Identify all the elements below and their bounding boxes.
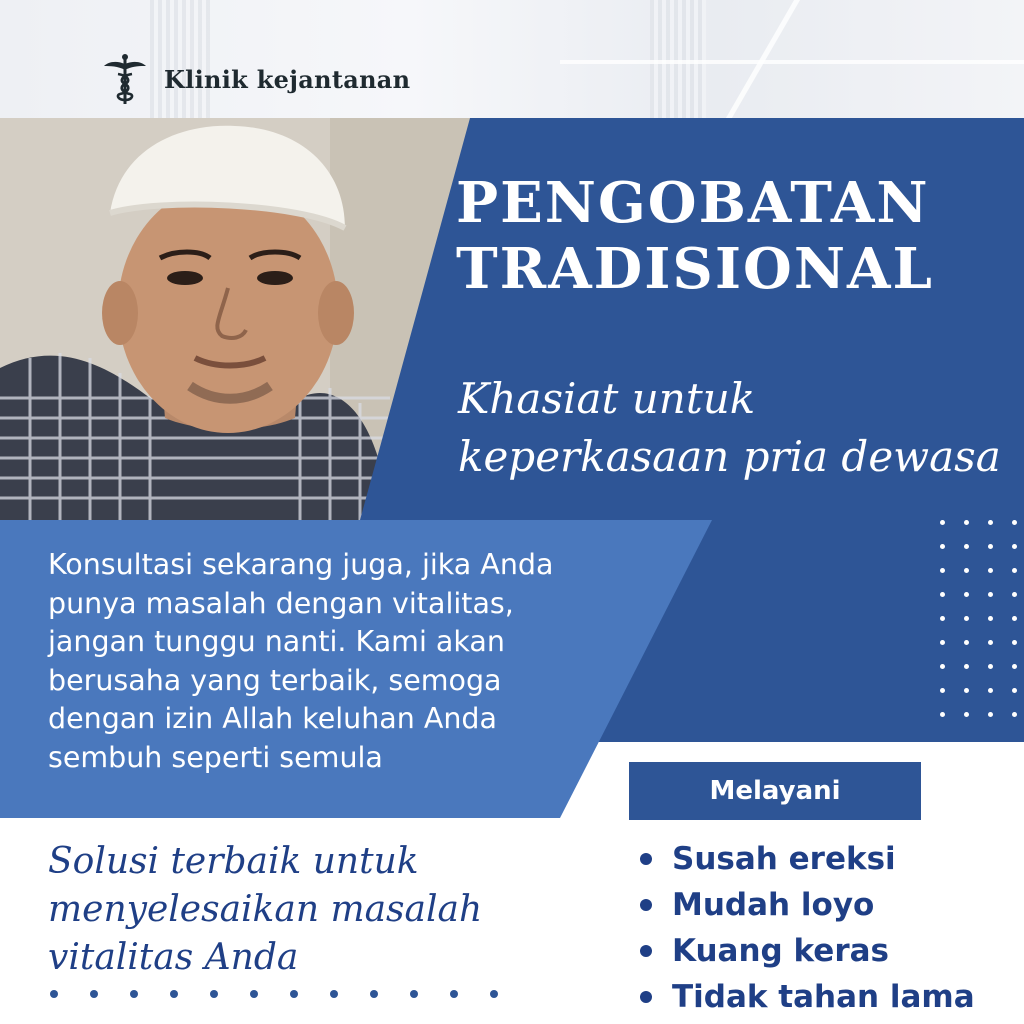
service-item	[636, 882, 1016, 928]
consultation-line: berusaha yang terbaik, semoga	[48, 663, 502, 697]
service-label: Susah ereksi	[672, 841, 896, 877]
service-label: Mudah loyo	[672, 887, 875, 923]
consultation-text	[48, 546, 668, 777]
dot-decoration	[410, 990, 418, 998]
dot-decoration	[988, 568, 993, 573]
dot-decoration	[964, 592, 969, 597]
dot-decoration	[988, 640, 993, 645]
dot-decoration	[1012, 568, 1017, 573]
dot-decoration	[330, 990, 338, 998]
consultation-line: punya masalah dengan vitalitas,	[48, 586, 514, 620]
dot-decoration	[250, 990, 258, 998]
service-item	[636, 836, 1016, 882]
dot-decoration	[490, 990, 498, 998]
dot-decoration	[1012, 640, 1017, 645]
ceiling-beam	[726, 0, 800, 118]
bullet-icon	[640, 991, 652, 1003]
service-label: Kuang keras	[672, 933, 889, 969]
dot-pattern-decoration	[940, 520, 1024, 730]
dot-decoration	[940, 520, 945, 525]
bullet-icon	[640, 945, 652, 957]
solution-text	[48, 838, 568, 982]
dot-decoration	[1012, 688, 1017, 693]
dot-decoration	[290, 990, 298, 998]
dot-decoration	[370, 990, 378, 998]
bullet-icon	[640, 899, 652, 911]
services-list	[636, 836, 1016, 1020]
dot-decoration	[940, 568, 945, 573]
dot-decoration	[1012, 616, 1017, 621]
consultation-line: sembuh seperti semula	[48, 740, 383, 774]
solution-line: menyelesaikan masalah	[48, 889, 483, 930]
dot-decoration	[940, 688, 945, 693]
dot-decoration	[1012, 712, 1017, 717]
dot-decoration	[964, 616, 969, 621]
dot-decoration	[988, 592, 993, 597]
dot-decoration	[940, 664, 945, 669]
dot-decoration	[170, 990, 178, 998]
dot-decoration	[964, 712, 969, 717]
dot-decoration	[988, 520, 993, 525]
dot-decoration	[988, 616, 993, 621]
dot-decoration	[964, 568, 969, 573]
service-item	[636, 928, 1016, 974]
solution-line: Solusi terbaik untuk	[48, 841, 419, 882]
dot-decoration	[940, 640, 945, 645]
tagline-line: Khasiat untuk	[458, 374, 756, 423]
consultation-line: dengan izin Allah keluhan Anda	[48, 702, 497, 735]
dot-decoration	[1012, 520, 1017, 525]
dot-decoration	[964, 544, 969, 549]
tagline	[458, 370, 1018, 486]
dot-decoration	[964, 664, 969, 669]
brand-name: Klinik kejantanan	[164, 64, 411, 94]
solution-line: vitalitas Anda	[48, 937, 299, 978]
dot-decoration	[988, 544, 993, 549]
dotted-line-decoration	[50, 990, 530, 1002]
service-item	[636, 974, 1016, 1020]
bullet-icon	[640, 853, 652, 865]
brand-logo	[102, 52, 410, 106]
dot-decoration	[90, 990, 98, 998]
dot-decoration	[50, 990, 58, 998]
dot-decoration	[964, 520, 969, 525]
headline-line: TRADISIONAL	[456, 236, 934, 302]
curtain-decoration	[650, 0, 706, 118]
service-label: Tidak tahan lama	[672, 979, 975, 1015]
headline-line: PENGOBATAN	[456, 170, 930, 236]
consultation-line: jangan tunggu nanti. Kami akan	[48, 625, 505, 658]
dot-decoration	[1012, 592, 1017, 597]
ceiling-beam	[560, 60, 1024, 64]
dot-decoration	[940, 544, 945, 549]
dot-decoration	[1012, 664, 1017, 669]
dot-decoration	[964, 640, 969, 645]
consultation-line: Konsultasi sekarang juga, jika Anda	[48, 548, 554, 581]
dot-decoration	[940, 616, 945, 621]
dot-decoration	[450, 990, 458, 998]
headline	[456, 170, 1016, 302]
dot-decoration	[940, 712, 945, 717]
dot-decoration	[1012, 544, 1017, 549]
dot-decoration	[210, 990, 218, 998]
services-heading: Melayani	[629, 762, 921, 820]
dot-decoration	[940, 592, 945, 597]
tagline-line: keperkasaan pria dewasa	[458, 432, 1001, 481]
caduceus-icon	[102, 52, 148, 106]
dot-decoration	[988, 712, 993, 717]
dot-decoration	[988, 664, 993, 669]
dot-decoration	[988, 688, 993, 693]
dot-decoration	[130, 990, 138, 998]
dot-decoration	[964, 688, 969, 693]
